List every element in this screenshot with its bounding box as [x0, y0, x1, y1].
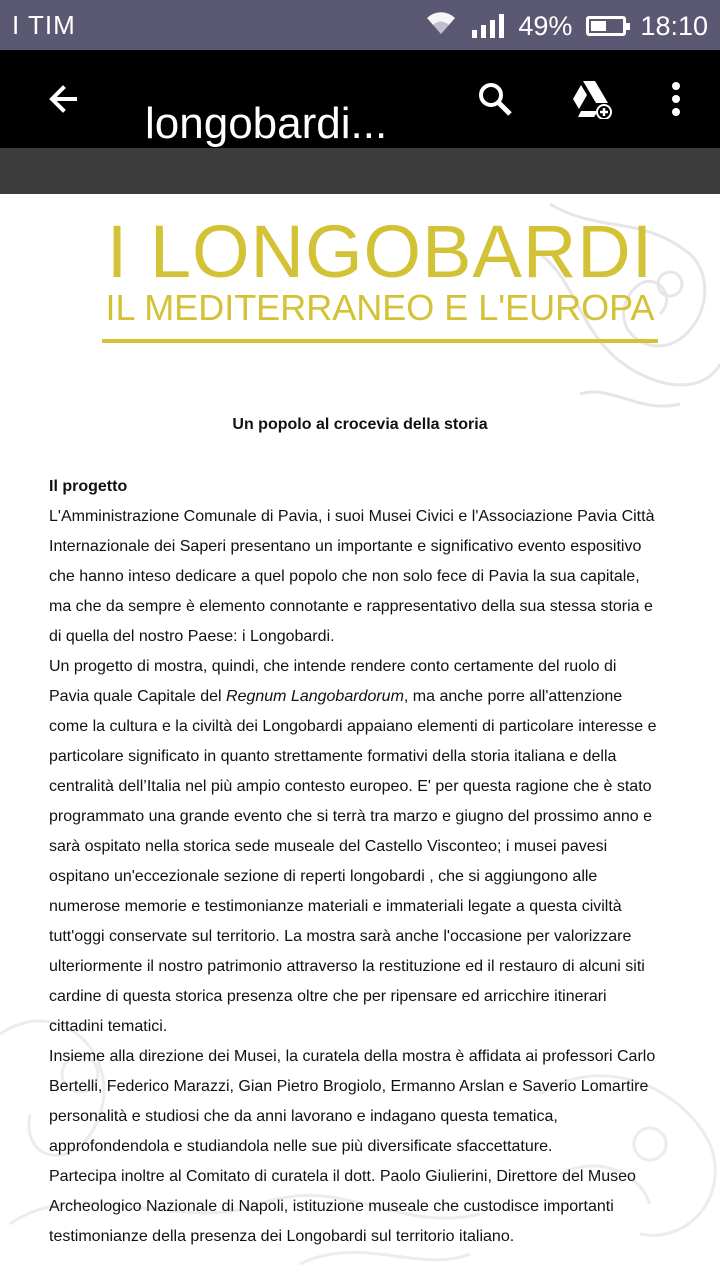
body-line: Internazionale dei Saperi presentano un importante e significativo evento espositivo: [49, 538, 642, 555]
body-line: L'Amministrazione Comunale di Pavia, i suoi Musei Civici e l'Associazione Pavia Città: [49, 508, 655, 525]
body-line: Partecipa inoltre al Comitato di curatela il dott. Paolo Giulierini, Direttore del Museo: [49, 1168, 636, 1185]
body-line: cittadini tematici.: [49, 1018, 168, 1035]
body-line: come la cultura e la civiltà dei Longobardi appaiano elementi di particolare interesse e: [49, 718, 657, 735]
signal-icon: [472, 14, 504, 38]
search-icon[interactable]: [470, 74, 520, 124]
body-line: centralità dell’Italia nel più ampio contesto europeo. E' per questa ragione che è stato: [49, 778, 652, 795]
body-line: che hanno inteso dedicare a quel popolo che non solo fece di Pavia la sua capitale,: [49, 568, 640, 585]
body-line: tutt'oggi conservate sul territorio. La mostra sarà anche l'occasione per valorizzare: [49, 928, 632, 945]
document-heading: Un popolo al crocevia della storia: [232, 416, 488, 433]
document-body: [49, 502, 709, 1252]
exhibition-logo-title: I LONGOBARDI: [106, 210, 654, 293]
exhibition-logo-subtitle: IL MEDITERRANEO E L'EUROPA: [105, 287, 655, 328]
body-line: numerose memorie e testimonianze materiali e immateriali legate a questa civiltà: [49, 898, 622, 915]
battery-percent: 49%: [518, 10, 573, 41]
body-line: Insieme alla direzione dei Musei, la curatela della mostra è affidata ai professori Carlo: [49, 1048, 656, 1065]
body-line: di quella del nostro Paese: i Longobardi.: [49, 628, 335, 645]
battery-icon: [586, 16, 626, 36]
status-bar: [0, 0, 720, 50]
toolbar-shadow-strip: [0, 148, 720, 194]
clock: 18:10: [640, 10, 708, 41]
body-line: particolare significato in quanto strettamente formativi della storia italiana e della: [49, 748, 617, 765]
body-line: [49, 682, 709, 712]
body-line: ma che da sempre è elemento connotante e rappresentativo della sua stessa storia e: [49, 598, 653, 615]
more-vert-icon[interactable]: [651, 74, 701, 124]
add-to-drive-icon[interactable]: [566, 74, 616, 124]
carrier-name: I TIM: [12, 10, 76, 40]
section-title: Il progetto: [49, 478, 128, 495]
body-line: cardine di questa storica presenza oltre che per ripensare ed arricchire itinerari: [49, 988, 607, 1005]
app-toolbar: [0, 50, 720, 148]
body-line: sarà ospitato nella storica sede museale del Castello Visconteo; i musei pavesi: [49, 838, 608, 855]
body-line: Un progetto di mostra, quindi, che intende rendere conto certamente del ruolo di: [49, 658, 617, 675]
italic-term: Regnum Langobardorum: [226, 688, 404, 705]
body-line-part: , ma anche porre all'attenzione: [403, 688, 623, 705]
body-line: personalità e studiosi che da anni lavorano e indagano questa tematica,: [49, 1108, 558, 1125]
body-line: Bertelli, Federico Marazzi, Gian Pietro Brogiolo, Ermanno Arslan e Saverio Lomartire: [49, 1078, 649, 1095]
document-title: longobardi...: [145, 99, 388, 148]
pdf-page[interactable]: [0, 194, 720, 1280]
body-line: ulteriormente il nostro patrimonio attraverso la restituzione ed il restauro di alcuni siti: [49, 958, 645, 975]
body-line: testimonianze della presenza dei Longobardi sul territorio italiano.: [49, 1228, 515, 1245]
body-line-part: Pavia quale Capitale del: [49, 688, 227, 705]
logo-underline: [102, 339, 658, 343]
wifi-icon: [424, 10, 458, 43]
body-line: ospitano un'eccezionale sezione di reperti longobardi , che si aggiungono alle: [49, 868, 598, 885]
body-line: approfondendola e studiandola nelle sue più diversificate sfaccettature.: [49, 1138, 553, 1155]
battery-level-fill: [591, 21, 606, 31]
body-line: Archeologico Nazionale di Napoli, istituzione museale che custodisce importanti: [49, 1198, 614, 1215]
status-icons: [424, 8, 708, 44]
body-line: programmato una grande evento che si terrà tra marzo e giugno del prossimo anno e: [49, 808, 653, 825]
back-arrow-icon[interactable]: [38, 74, 88, 124]
